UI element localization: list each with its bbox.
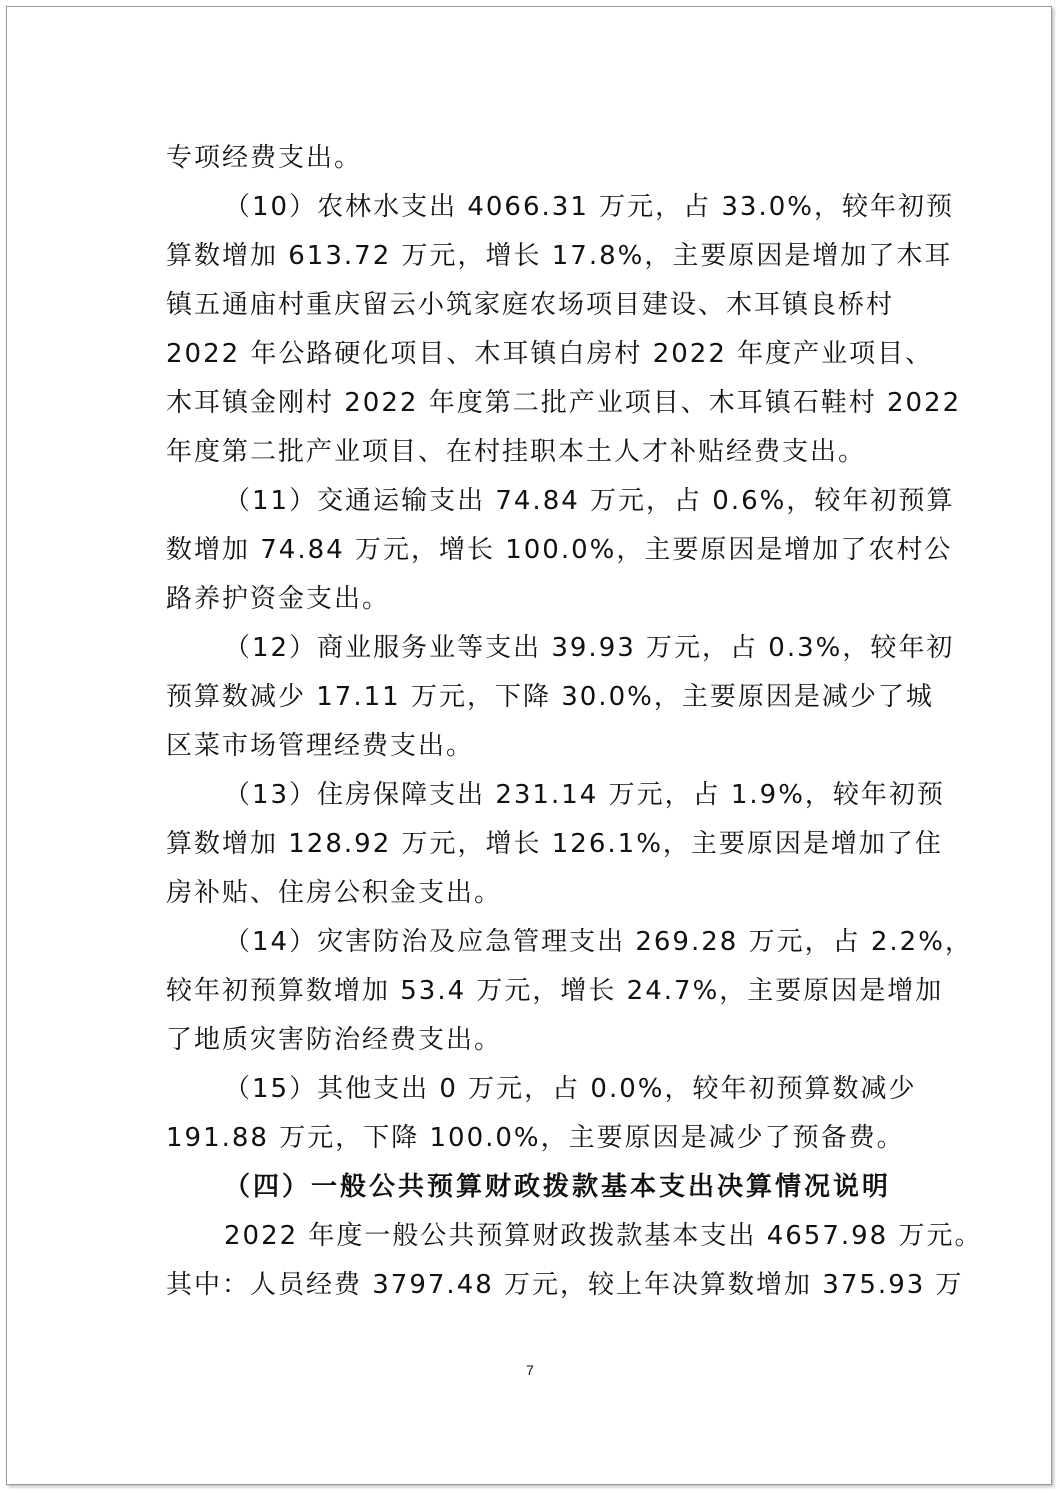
paragraph-start: 2022 年度一般公共预算财政拨款基本支出 4657.98 万元。 [224,1221,983,1251]
paragraph-13-start: （13）住房保障支出 231.14 万元，占 1.9%，较年初预 [224,780,945,810]
text-line: 数增加 74.84 万元，增长 100.0%，主要原因是增加了农村公 [166,535,953,565]
text-line: 预算数减少 17.11 万元，下降 30.0%，主要原因是减少了城 [166,682,934,712]
text-line: 专项经费支出。 [166,143,363,173]
text-line: 算数增加 128.92 万元，增长 126.1%，主要原因是增加了住 [166,829,943,859]
paragraph-15-start: （15）其他支出 0 万元，占 0.0%，较年初预算数减少 [224,1074,917,1104]
text-line: 算数增加 613.72 万元，增长 17.8%，主要原因是增加了木耳 [166,241,953,271]
page-number: 7 [526,1362,534,1378]
text-line: 2022 年公路硬化项目、木耳镇白房村 2022 年度产业项目、 [166,339,934,369]
paragraph-12-start: （12）商业服务业等支出 39.93 万元，占 0.3%，较年初 [224,633,955,663]
text-line: 较年初预算数增加 53.4 万元，增长 24.7%，主要原因是增加 [166,976,944,1006]
text-line: 年度第二批产业项目、在村挂职本土人才补贴经费支出。 [166,437,867,467]
paragraph-10-start: （10）农林水支出 4066.31 万元，占 33.0%，较年初预 [224,192,954,222]
section-heading: （四）一般公共预算财政拨款基本支出决算情况说明 [224,1172,892,1202]
text-line: 其中：人员经费 3797.48 万元，较上年决算数增加 375.93 万 [166,1270,964,1300]
text-line: 木耳镇金刚村 2022 年度第二批产业项目、木耳镇石鞋村 2022 [166,388,962,418]
text-line: 了地质灾害防治经费支出。 [166,1025,503,1055]
text-line: 镇五通庙村重庆留云小筑家庭农场项目建设、木耳镇良桥村 [166,290,895,320]
text-line: 191.88 万元，下降 100.0%，主要原因是减少了预备费。 [166,1123,905,1153]
text-line: 路养护资金支出。 [166,584,391,614]
paragraph-14-start: （14）灾害防治及应急管理支出 269.28 万元，占 2.2%， [224,927,973,957]
paragraph-11-start: （11）交通运输支出 74.84 万元，占 0.6%，较年初预算 [224,486,955,516]
text-line: 区菜市场管理经费支出。 [166,731,475,761]
text-line: 房补贴、住房公积金支出。 [166,878,503,908]
